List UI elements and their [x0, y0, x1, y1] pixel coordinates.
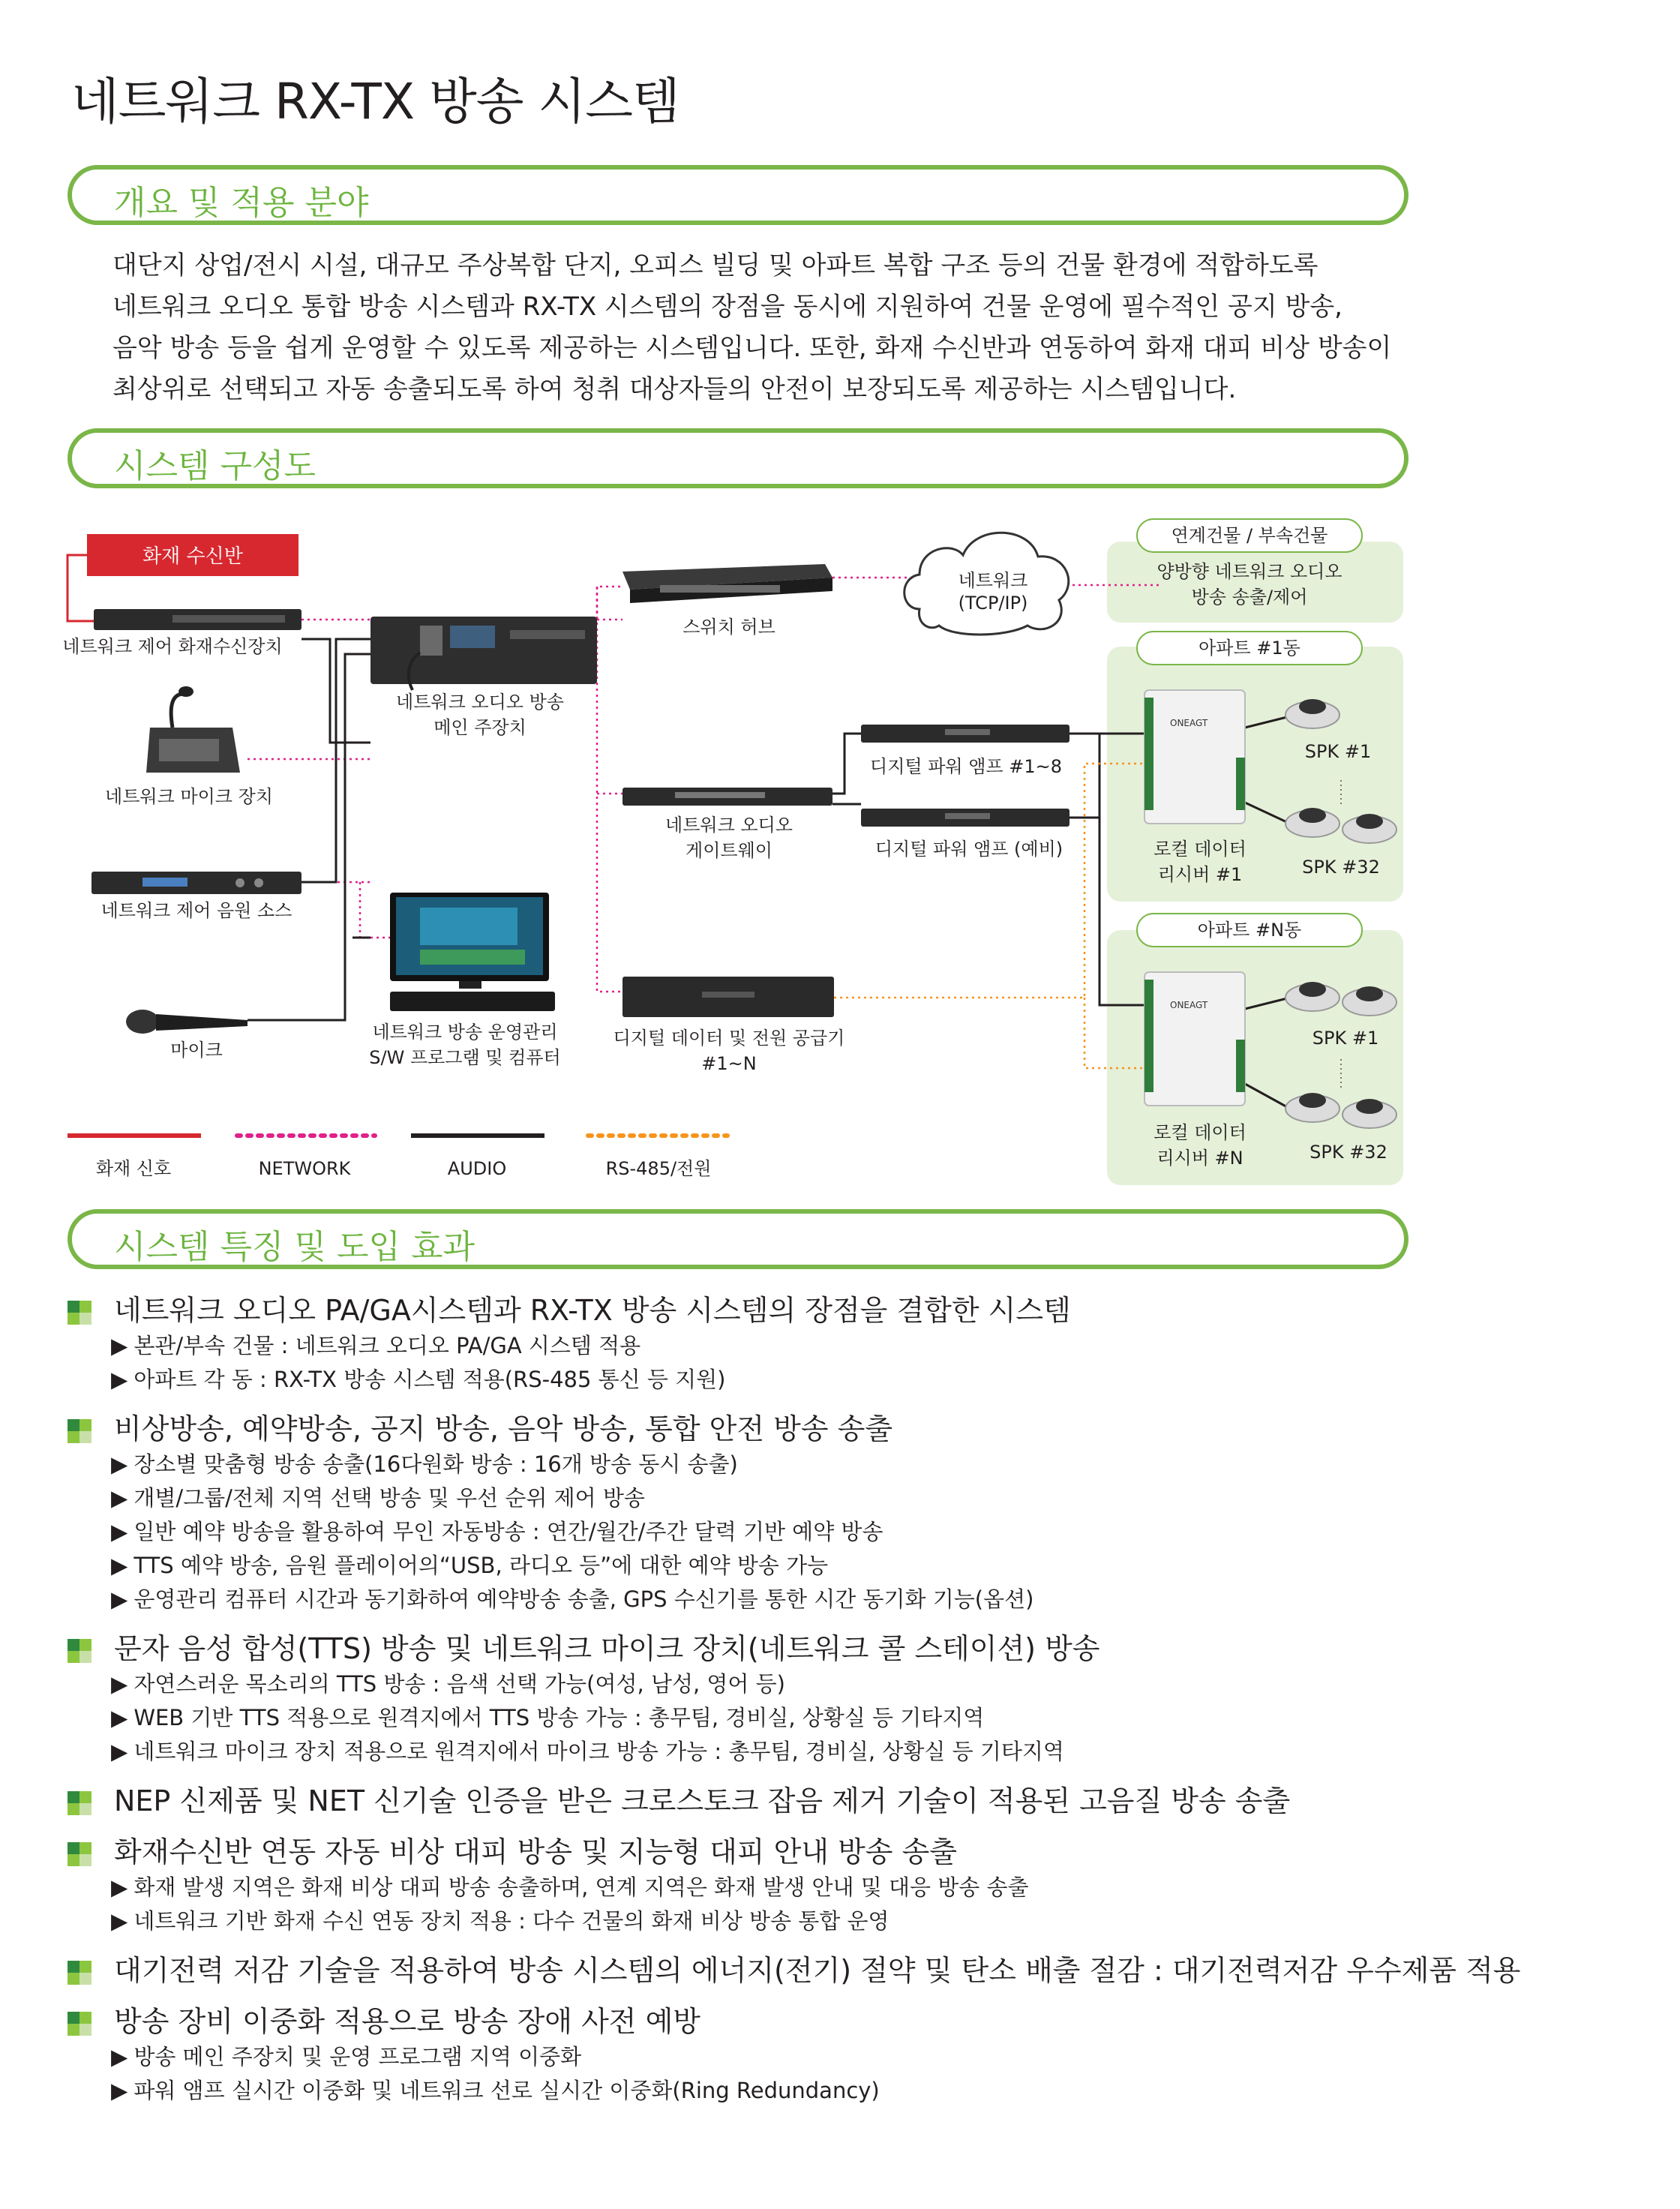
cloud-line2: (TCP/IP) — [958, 593, 1028, 614]
feature-sub: TTS 예약 방송, 음원 플레이어의“USB, 라디오 등”에 대한 예약 방송 가능 — [134, 1553, 829, 1578]
intro-line: 대단지 상업/전시 시설, 대규모 주상복합 단지, 오피스 빌딩 및 아파트 복합 구조 등의 건물 환경에 적합하도록 — [112, 251, 1318, 281]
linked-building-label: 연계건물 / 부속건물 — [1171, 525, 1328, 546]
feature-item — [68, 1630, 1568, 1769]
feature-heading: NEP 신제품 및 NET 신기술 인증을 받은 크로스토크 잡음 제거 기술이 적용된 고음질 방송 송출 — [114, 1784, 1291, 1817]
receiver-1-device — [1144, 690, 1245, 824]
arrow-right-icon: ▶ — [111, 1908, 128, 1934]
feature-heading: 방송 장비 이중화 적용으로 방송 장애 사전 예방 — [114, 2005, 701, 2038]
fire-panel — [87, 534, 298, 576]
linked-building-panel — [1107, 542, 1403, 623]
legend-rs485-label: RS-485/전원 — [605, 1158, 712, 1179]
main-unit-line1: 네트워크 오디오 방송 — [396, 692, 564, 713]
feature-sub: 운영관리 컴퓨터 시간과 동기화하여 예약방송 송출, GPS 수신기를 통한 시간 동기화 기능(옵션) — [134, 1586, 1034, 1612]
bullet-square-icon — [68, 1791, 92, 1815]
section-header-diagram — [68, 428, 1408, 488]
receiver-1-line1: 로컬 데이터 — [1154, 839, 1246, 860]
feature-sub: 파워 앰프 실시간 이중화 및 네트워크 선로 실시간 이중화(Ring Redundancy) — [134, 2078, 880, 2103]
feature-sub: 아파트 각 동 : RX-TX 방송 시스템 적용(RS-485 통신 등 지원) — [134, 1367, 726, 1392]
cloud-line1: 네트워크 — [958, 570, 1028, 591]
mic-station-device — [146, 686, 240, 773]
bullet-square-icon — [68, 1842, 92, 1866]
arrow-right-icon: ▶ — [111, 1451, 128, 1477]
arrow-right-icon: ▶ — [111, 1367, 128, 1392]
device-logo: ONEAGT — [1170, 718, 1208, 728]
receiver-n-line2: 리시버 #N — [1156, 1148, 1244, 1169]
computer-line2: S/W 프로그램 및 컴퓨터 — [369, 1047, 561, 1068]
apt1-pill — [1137, 632, 1362, 665]
arrow-right-icon: ▶ — [111, 1874, 128, 1900]
switch-hub-device — [622, 564, 832, 603]
feature-sub: 자연스러운 목소리의 TTS 방송 : 음색 선택 가능(여성, 남성, 영어 등) — [134, 1671, 785, 1697]
audio-source-device — [92, 872, 302, 894]
feature-item — [68, 1782, 1568, 1820]
intro-line: 네트워크 오디오 통합 방송 시스템과 RX-TX 시스템의 장점을 동시에 지원하여 건물 운영에 필수적인 공지 방송, — [112, 292, 1342, 322]
section-title: 개요 및 적용 분야 — [114, 184, 369, 222]
power-supply-line2: #1~N — [701, 1053, 757, 1074]
feature-sub: 본관/부속 건물 : 네트워크 오디오 PA/GA 시스템 적용 — [134, 1333, 641, 1358]
fire-receiver-label: 네트워크 제어 화재수신장치 — [62, 636, 283, 657]
feature-heading: 문자 음성 합성(TTS) 방송 및 네트워크 마이크 장치(네트워크 콜 스테이션) 방송 — [114, 1632, 1100, 1665]
main-unit-line2: 메인 주장치 — [434, 717, 526, 738]
feature-sub: 개별/그룹/전체 지역 선택 방송 및 우선 순위 제어 방송 — [134, 1485, 645, 1511]
receiver-n-device — [1144, 972, 1245, 1106]
arrow-right-icon: ▶ — [111, 1519, 128, 1544]
amp-spare-label: 디지털 파워 앰프 (예비) — [874, 839, 1064, 860]
feature-sub: 네트워크 마이크 장치 적용으로 원격지에서 마이크 방송 가능 : 총무팀, 경비실, 상황실 등 기타지역 — [134, 1739, 1064, 1764]
arrow-right-icon: ▶ — [111, 1333, 128, 1358]
feature-heading: 대기전력 저감 기술을 적용하여 방송 시스템의 에너지(전기) 절약 및 탄소 배출 절감 : 대기전력저감 우수제품 적용 — [114, 1954, 1521, 1987]
system-diagram — [0, 510, 1680, 1215]
bullet-square-icon — [68, 2012, 92, 2036]
linked-building-pill — [1137, 519, 1362, 552]
section-header-features — [68, 1209, 1408, 1269]
mic-station-label: 네트워크 마이크 장치 — [105, 786, 273, 807]
receiver-1-line2: 리시버 #1 — [1157, 864, 1243, 885]
gateway-device — [622, 788, 832, 806]
amp-main-label: 디지털 파워 앰프 #1~8 — [870, 756, 1062, 777]
section-title: 시스템 특징 및 도입 효과 — [114, 1228, 475, 1266]
linked-desc-line2: 방송 송출/제어 — [1191, 587, 1308, 608]
feature-heading: 비상방송, 예약방송, 공지 방송, 음악 방송, 통합 안전 방송 송출 — [114, 1412, 893, 1445]
arrow-right-icon: ▶ — [111, 1586, 128, 1612]
arrow-right-icon: ▶ — [111, 2078, 128, 2103]
feature-heading: 화재수신반 연동 자동 비상 대피 방송 및 지능형 대피 안내 방송 송출 — [114, 1835, 957, 1868]
arrow-right-icon: ▶ — [111, 1705, 128, 1730]
feature-sub: 방송 메인 주장치 및 운영 프로그램 지역 이중화 — [134, 2044, 582, 2069]
feature-item — [68, 1410, 1568, 1616]
amp-spare-device — [861, 809, 1070, 827]
gateway-line2: 게이트웨이 — [686, 840, 772, 861]
intro-paragraph — [112, 245, 1392, 410]
section-title: 시스템 구성도 — [114, 447, 316, 485]
main-unit-device — [370, 617, 597, 690]
computer-device — [390, 893, 555, 1011]
amp-main-device — [861, 725, 1070, 743]
apt1-label: 아파트 #1동 — [1198, 638, 1300, 659]
bullet-square-icon — [68, 1301, 92, 1325]
arrow-right-icon: ▶ — [111, 1739, 128, 1764]
legend-fire-label: 화재 신호 — [95, 1158, 172, 1179]
handheld-mic-icon — [126, 1010, 248, 1034]
arrow-right-icon: ▶ — [111, 2044, 128, 2069]
arrow-right-icon: ▶ — [111, 1485, 128, 1511]
fire-receiver-device — [94, 609, 302, 630]
feature-sub: WEB 기반 TTS 적용으로 원격지에서 TTS 방송 가능 : 총무팀, 경비실, 상황실 등 기타지역 — [134, 1705, 985, 1730]
receiver-n-line1: 로컬 데이터 — [1154, 1122, 1246, 1143]
spk1-label: SPK #1 — [1304, 741, 1372, 762]
feature-item — [68, 1952, 1568, 1989]
mic-label: 마이크 — [170, 1040, 223, 1061]
feature-item — [68, 2003, 1568, 2108]
legend — [68, 1136, 728, 1179]
bullet-square-icon — [68, 1961, 92, 1985]
feature-sub: 화재 발생 지역은 화재 비상 대피 방송 송출하며, 연계 지역은 화재 발생 안내 및 대응 방송 송출 — [134, 1874, 1029, 1900]
feature-item — [68, 1833, 1568, 1938]
computer-line1: 네트워크 방송 운영관리 — [372, 1022, 558, 1043]
power-supply-device — [622, 977, 834, 1017]
arrow-right-icon: ▶ — [111, 1553, 128, 1578]
fire-panel-label: 화재 수신반 — [142, 545, 243, 568]
feature-sub: 네트워크 기반 화재 수신 연동 장치 적용 : 다수 건물의 화재 비상 방송 통합 운영 — [134, 1908, 890, 1934]
gateway-line1: 네트워크 오디오 — [665, 815, 793, 836]
aptN-pill — [1137, 914, 1362, 947]
intro-line: 음악 방송 등을 쉽게 운영할 수 있도록 제공하는 시스템입니다. 또한, 화재 수신반과 연동하여 화재 대피 비상 방송이 — [112, 333, 1392, 363]
bullet-square-icon — [68, 1639, 92, 1663]
legend-audio-label: AUDIO — [447, 1158, 507, 1179]
page-title: 네트워크 RX-TX 방송 시스템 — [71, 73, 680, 131]
feature-item — [68, 1292, 1568, 1397]
device-logo: ONEAGT — [1170, 1000, 1208, 1010]
feature-sub: 장소별 맞춤형 방송 송출(16다원화 방송 : 16개 방송 동시 송출) — [134, 1451, 738, 1477]
audio-source-label: 네트워크 제어 음원 소스 — [100, 900, 292, 921]
linked-desc-line1: 양방향 네트워크 오디오 — [1156, 561, 1342, 582]
legend-network-label: NETWORK — [258, 1158, 351, 1179]
power-supply-line1: 디지털 데이터 및 전원 공급기 — [613, 1028, 845, 1049]
bullet-square-icon — [68, 1419, 92, 1443]
intro-line: 최상위로 선택되고 자동 송출되도록 하여 청취 대상자들의 안전이 보장되도록 제공하는 시스템입니다. — [112, 374, 1237, 404]
switch-hub-label: 스위치 허브 — [682, 617, 776, 638]
spk32-label: SPK #32 — [1302, 857, 1380, 878]
feature-sub: 일반 예약 방송을 활용하여 무인 자동방송 : 연간/월간/주간 달력 기반 예약 방송 — [134, 1519, 884, 1544]
arrow-right-icon: ▶ — [111, 1671, 128, 1697]
spk32-label: SPK #32 — [1310, 1142, 1388, 1163]
spk1-label: SPK #1 — [1312, 1028, 1379, 1049]
feature-list — [68, 1292, 1568, 2121]
aptN-label: 아파트 #N동 — [1197, 920, 1302, 941]
section-header-overview — [68, 165, 1408, 225]
feature-heading: 네트워크 오디오 PA/GA시스템과 RX-TX 방송 시스템의 장점을 결합한 시스템 — [114, 1294, 1071, 1327]
